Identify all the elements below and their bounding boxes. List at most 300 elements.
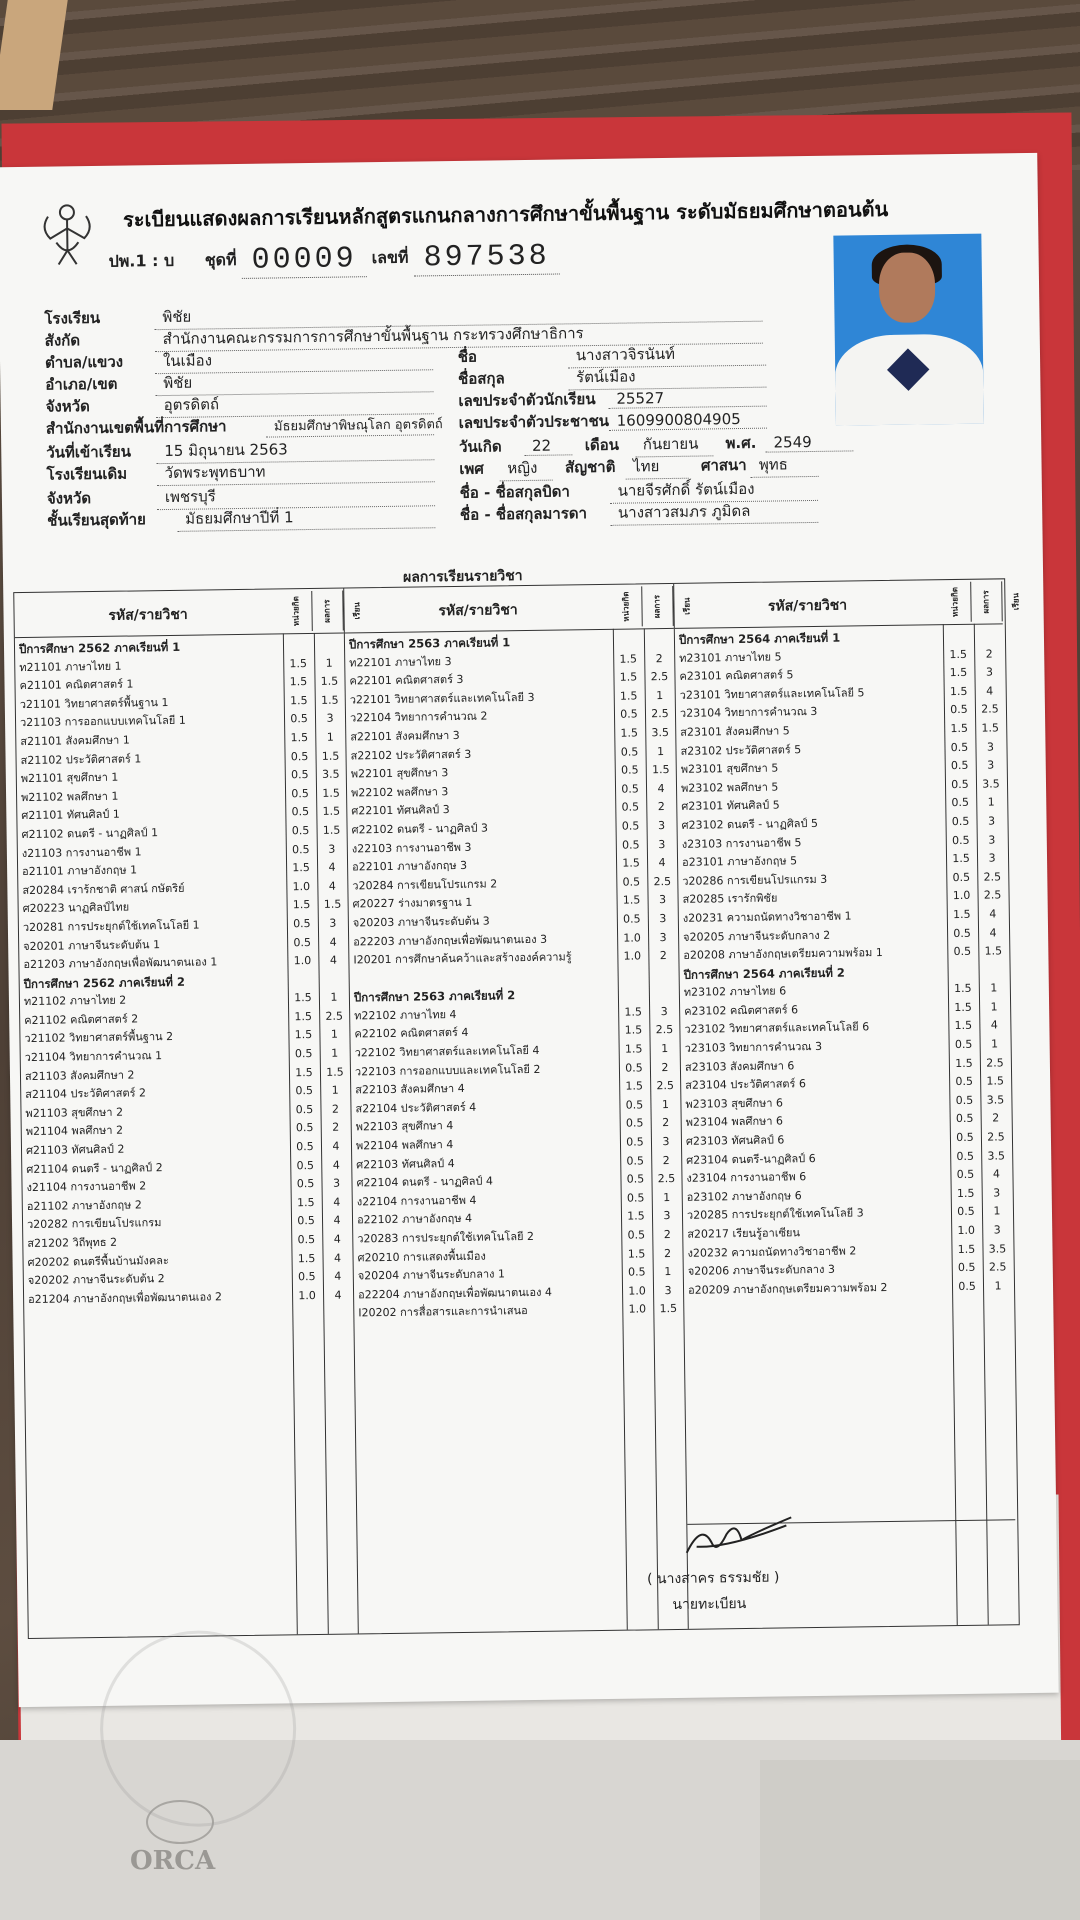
credit-value: 0.5 [626, 1135, 644, 1149]
credit-value: 1.5 [624, 1005, 642, 1019]
subject-name: ว23103 วิทยาการคำนวณ 3 [684, 1039, 823, 1055]
credit-value: 1.5 [620, 726, 639, 740]
grades-caption: ผลการเรียนรายวิชา [402, 568, 523, 586]
credit-value: 0.5 [626, 1172, 645, 1186]
grade-value: 3 [659, 911, 667, 926]
credit-value: 1.0 [298, 1288, 316, 1303]
subject-name: ส21104 ประวัติศาสตร์ 2 [25, 1086, 147, 1102]
subject-name: อ23102 ภาษาอังกฤษ 6 [686, 1189, 802, 1204]
grade-header: ผลการเรียน [312, 591, 344, 631]
citizen-id: 1609900804905 [609, 410, 767, 431]
subject-name: ค23101 คณิตศาสตร์ 5 [679, 668, 794, 684]
grades-header [344, 584, 692, 634]
credit-header: หน่วยกิต [611, 586, 643, 626]
grade-value: 3 [988, 851, 996, 865]
subject-name: ค22102 คณิตศาสตร์ 4 [354, 1026, 469, 1041]
subject-name: ค22101 คณิตศาสตร์ 3 [349, 673, 464, 688]
grade-value: 4 [990, 1018, 998, 1033]
credit-value: 0.5 [292, 842, 310, 856]
credit-value: 0.5 [290, 712, 308, 726]
credit-value: 0.5 [625, 1098, 644, 1112]
grades-column-2 [344, 584, 692, 1634]
grade-value: 1 [990, 981, 998, 995]
grades-rows [19, 636, 353, 1310]
subject-name: ปีการศึกษา 2563 ภาคเรียนที่ 2 [353, 988, 516, 1005]
credit-value: 1.5 [955, 1056, 973, 1070]
subject-name: ส20217 เรียนรู้อาเซียน [687, 1226, 801, 1241]
credit-value: 0.5 [955, 1093, 974, 1107]
subject-code-header: รหัส/รายวิชา [108, 606, 188, 624]
subject-name: ปีการศึกษา 2562 ภาคเรียนที่ 1 [18, 639, 181, 657]
grade-value: 2.5 [983, 888, 1002, 902]
grade-value: 4 [334, 1288, 342, 1302]
grade-value: 1.5 [659, 1302, 678, 1316]
credit-value: 1.0 [293, 954, 312, 968]
credit-value: 0.5 [621, 819, 640, 833]
doc-number: 897538 [413, 239, 560, 276]
grade-value: 3 [987, 814, 996, 828]
grade-value: 3 [664, 1283, 672, 1297]
subject-name: อ22101 ภาษาอังกฤษ 3 [352, 858, 468, 874]
grade-value: 2.5 [653, 874, 672, 888]
subject-name: ศ21101 ทัศนศิลป์ 1 [21, 808, 120, 823]
subject-name: ส23104 ประวัติศาสตร์ 6 [685, 1077, 807, 1093]
credit-value: 0.5 [620, 707, 638, 722]
form-label: ปพ.1 : บ [108, 250, 175, 271]
credit-value: 1.5 [949, 647, 968, 661]
grade-value: 2.5 [656, 1079, 675, 1093]
subject-name: ศ22102 ดนตรี - นาฏศิลป์ 3 [351, 821, 489, 837]
registrar-role: นายทะเบียน [672, 1596, 747, 1614]
grade-value: 1 [987, 795, 995, 809]
subject-name: I20202 การสื่อสารและการนำเสนอ [358, 1304, 528, 1320]
grade-value: 2 [985, 647, 993, 661]
grade-value: 2 [659, 949, 667, 963]
subject-name: อ21204 ภาษาอังกฤษเพื่อพัฒนาตนเอง 2 [28, 1290, 223, 1306]
subject-name: I20201 การศึกษาค้นคว้าและสร้างองค์ความรู้ [353, 950, 572, 967]
subject-name: ส22103 สังคมศึกษา 4 [355, 1082, 465, 1097]
subject-name: ท23102 ภาษาไทย 6 [683, 984, 787, 1000]
credit-value: 0.5 [957, 1260, 976, 1275]
grade-value: 2 [662, 1116, 670, 1130]
credit-value: 0.5 [291, 786, 309, 801]
subject-name: ส21102 ประวัติศาสตร์ 1 [20, 751, 142, 767]
grade-value: 1.5 [322, 823, 341, 837]
subject-name: อ20209 ภาษาอังกฤษเตรียมความพร้อม 2 [687, 1280, 888, 1297]
credit-value: 1.5 [296, 1195, 315, 1210]
grade-value: 4 [986, 684, 994, 698]
grade-value: 1.5 [323, 897, 342, 912]
credit-value: 0.5 [950, 758, 969, 773]
subject-name: ส21101 สังคมศึกษา 1 [20, 733, 130, 749]
grade-value: 2.5 [651, 707, 669, 721]
form-number-row [108, 239, 559, 279]
subject-name: ส23103 สังคมศึกษา 6 [684, 1058, 795, 1074]
subject-name: อ22203 ภาษาอังกฤษเพื่อพัฒนาตนเอง 3 [353, 932, 548, 948]
subject-name: ว20285 การประยุกต์ใช้เทคโนโลยี 3 [686, 1206, 864, 1223]
grade-value: 1 [994, 1279, 1002, 1293]
bottom-photo-edge [760, 1760, 1080, 1920]
area-office-row: สำนักงานเขตพื้นที่การศึกษา มัธยมศึกษาพิษณุโลก อุตรดิตถ์ เลขประจำตัวประชาชน 1609900804905 [46, 407, 767, 441]
credit-value: 0.5 [622, 875, 641, 889]
grade-value: 3.5 [982, 777, 1000, 791]
subject-name: อ22102 ภาษาอังกฤษ 4 [356, 1212, 473, 1227]
subject-name: ว23104 วิทยาการคำนวณ 3 [679, 705, 818, 721]
grade-value: 1.5 [326, 1065, 344, 1079]
subject-name: ศ20227 ร่างมาตรฐาน 1 [352, 896, 473, 911]
set-number: 00009 [241, 242, 366, 279]
registrar-name: ( นางสาคร ธรรมชัย ) [646, 1569, 780, 1588]
grade-value: 4 [328, 879, 336, 893]
grade-value: 1 [656, 688, 664, 702]
subject-code-header: รหัส/รายวิชา [438, 602, 518, 620]
credit-value: 1.0 [623, 930, 641, 945]
grade-value: 1 [656, 744, 665, 758]
subject-code-header: รหัส/รายวิชา [767, 597, 848, 615]
subject-name: ค21101 คณิตศาสตร์ 1 [19, 677, 134, 693]
subject-name: ส23101 สังคมศึกษา 5 [680, 724, 790, 739]
credit-value: 1.5 [619, 670, 638, 684]
credit-value: 1.0 [957, 1223, 976, 1238]
credit-value: 1.5 [297, 1251, 316, 1265]
grade-value: 2 [663, 1228, 671, 1242]
subject-name: ศ21102 ดนตรี - นาฏศิลป์ 1 [21, 826, 159, 841]
subject-name: พ21104 พลศึกษา 2 [25, 1124, 124, 1139]
credit-value: 0.5 [621, 782, 639, 796]
credit-value: 0.5 [955, 1112, 974, 1126]
father-name: นายจีรศักดิ์ รัตน์เมือง [609, 476, 817, 504]
subject-name: ศ23102 ดนตรี - นาฏศิลป์ 5 [681, 816, 819, 832]
credit-value: 1.5 [294, 1028, 313, 1042]
credit-value: 0.5 [951, 833, 970, 847]
grade-value: 2.5 [987, 1130, 1005, 1144]
credit-value: 0.5 [291, 823, 310, 838]
credit-value: 1.0 [623, 949, 642, 963]
credit-value: 1.5 [627, 1209, 645, 1224]
subject-name: พ21101 สุขศึกษา 1 [20, 770, 119, 786]
subject-name: อ21102 ภาษาอังกฤษ 2 [26, 1198, 142, 1213]
subject-name: ส22104 ประวัติศาสตร์ 4 [355, 1100, 477, 1116]
subject-name: ว20281 การประยุกต์ใช้เทคโนโลยี 1 [22, 918, 200, 934]
grade-value: 3 [660, 1004, 668, 1019]
subject-name: ศ22104 ดนตรี - นาฏศิลป์ 4 [356, 1174, 494, 1190]
credit-value: 0.5 [625, 1061, 643, 1075]
grade-value: 1.5 [986, 1074, 1004, 1088]
grade-value: 4 [989, 907, 997, 921]
credit-value: 1.5 [954, 982, 972, 996]
grade-value: 3 [658, 837, 666, 851]
grade-value: 3.5 [986, 1093, 1005, 1107]
grade-header: ผลการเรียน [971, 581, 1003, 621]
subject-name: จ20205 ภาษาจีนระดับกลาง 2 [683, 928, 831, 944]
credit-value: 0.5 [296, 1177, 315, 1191]
subdistrict-row: ตำบล/แขวง ในเมือง ชื่อ นางสาวจิรนันท์ [45, 341, 766, 376]
credit-value: 0.5 [293, 916, 311, 931]
grade-value: 2.5 [655, 1023, 674, 1037]
grades-column-1 [14, 589, 362, 1639]
grade-value: 3.5 [651, 725, 670, 740]
subject-name: ว21101 วิทยาศาสตร์พื้นฐาน 1 [19, 695, 169, 711]
credit-value: 1.0 [628, 1284, 646, 1298]
document-title: ระเบียนแสดงผลการเรียนหลักสูตรแกนกลางการศึกษาขั้นพื้นฐาน ระดับมัธยมศึกษาตอนต้น [122, 196, 889, 232]
subject-name: ง23103 การงานอาชีพ 5 [681, 835, 802, 851]
grade-value: 3 [987, 758, 995, 772]
province-row: จังหวัด อุตรดิตถ์ เลขประจำตัวนักเรียน 25527 [45, 385, 766, 420]
credit-value: 1.5 [949, 666, 968, 680]
subject-name: ปีการศึกษา 2564 ภาคเรียนที่ 1 [678, 630, 841, 647]
grade-value: 2.5 [650, 670, 669, 684]
credit-value: 0.5 [297, 1233, 316, 1247]
subject-name: ว21104 วิทยาการคำนวณ 1 [24, 1049, 163, 1065]
garuda-emblem-icon [36, 198, 99, 271]
grade-value: 2 [662, 1153, 670, 1167]
subject-name: ว22102 วิทยาศาสตร์และเทคโนโลยี 4 [354, 1043, 540, 1060]
credit-value: 1.5 [619, 689, 638, 703]
grade-value: 2.5 [988, 1260, 1007, 1274]
grade-value: 4 [333, 1251, 342, 1265]
subject-name: ท22101 ภาษาไทย 3 [349, 654, 452, 670]
credit-value: 1.5 [954, 1000, 972, 1014]
subject-name: ว20286 การเขียนโปรแกรม 3 [682, 872, 828, 888]
subject-name: จ20202 ภาษาจีนระดับต้น 2 [27, 1272, 165, 1288]
grade-value: 4 [329, 953, 337, 967]
grade-value: 4 [333, 1195, 341, 1209]
credit-value: 0.5 [958, 1279, 976, 1293]
grades-column-3 [674, 579, 1021, 1628]
subject-name: ศ23101 ทัศนศิลป์ 5 [681, 798, 780, 814]
credit-value: 1.5 [954, 1019, 973, 1033]
grade-value: 2 [661, 1060, 669, 1074]
subject-name: อ20208 ภาษาอังกฤษเตรียมความพร้อม 1 [683, 946, 883, 962]
credit-value: 0.5 [626, 1191, 645, 1205]
grade-value: 1.5 [322, 804, 341, 819]
subject-name: ศ22103 ทัศนศิลป์ 4 [356, 1156, 455, 1172]
grade-value: 4 [992, 1167, 1001, 1181]
subject-name: ปีการศึกษา 2562 ภาคเรียนที่ 2 [23, 974, 186, 991]
credit-value: 0.5 [620, 763, 639, 777]
grade-value: 1.5 [320, 693, 339, 707]
grade-value: 1 [331, 1046, 339, 1060]
doc-number-label: เลขที่ [371, 247, 409, 268]
grade-value: 3 [328, 842, 336, 856]
grade-value: 2 [657, 800, 665, 814]
subject-name: พ23103 สุขศึกษา 6 [685, 1096, 784, 1111]
grade-value: 3 [985, 665, 994, 679]
grades-header [674, 579, 1021, 629]
credit-value: 1.5 [949, 684, 968, 698]
grade-value: 1 [330, 1028, 339, 1042]
credit-value: 1.5 [289, 675, 308, 689]
grade-value: 2.5 [986, 1056, 1004, 1070]
grade-value: 4 [658, 856, 666, 870]
table-row [688, 1277, 1012, 1300]
subject-name: พ22103 สุขศึกษา 4 [355, 1119, 454, 1134]
subject-name: พ22101 สุขศึกษา 3 [350, 766, 449, 781]
credit-value: 1.5 [950, 721, 969, 736]
subject-name: ง22103 การงานอาชีพ 3 [351, 840, 472, 855]
credit-value: 1.5 [622, 893, 641, 907]
subject-name: ท21102 ภาษาไทย 2 [23, 993, 127, 1009]
credit-value: 0.5 [626, 1154, 645, 1168]
grade-value: 2 [992, 1111, 1000, 1125]
credit-value: 0.5 [950, 703, 968, 717]
grade-value: 4 [329, 935, 337, 949]
credit-value: 1.5 [952, 851, 970, 866]
grade-value: 3 [988, 832, 996, 847]
credit-value: 1.0 [292, 879, 311, 894]
credit-header: หน่วยกิต [281, 591, 313, 631]
grade-value: 1.5 [320, 674, 339, 689]
grade-value: 3 [663, 1209, 671, 1223]
subject-name: ว20284 การเขียนโปรแกรม 2 [352, 877, 498, 893]
credit-value: 0.5 [953, 926, 971, 940]
subject-name: ส22101 สังคมศึกษา 3 [350, 728, 460, 744]
subject-name: ว23102 วิทยาศาสตร์และเทคโนโลยี 6 [684, 1020, 870, 1037]
subject-name: ว20282 การเขียนโปรแกรม [26, 1216, 162, 1232]
credit-value: 0.5 [291, 805, 310, 819]
entry-birth-row: วันที่เข้าเรียน 15 มิถุนายน 2563 วันเกิด 22 เดือน กันยายน พ.ศ. 2549 [46, 429, 854, 465]
grade-value: 4 [334, 1269, 342, 1283]
credit-value: 0.5 [295, 1102, 314, 1117]
student-surname: รัตน์เมือง [568, 363, 766, 391]
credit-value: 0.5 [950, 740, 969, 754]
credit-value: 1.5 [624, 1023, 643, 1038]
subject-name: ท22102 ภาษาไทย 4 [354, 1007, 457, 1023]
credit-value: 0.5 [956, 1168, 975, 1182]
grade-value: 4 [328, 860, 336, 874]
subject-name: จ20203 ภาษาจีนระดับต้น 3 [352, 914, 490, 930]
grade-value: 3 [662, 1135, 670, 1149]
grade-value: 3 [332, 1176, 341, 1190]
subject-name: ง23104 การงานอาชีพ 6 [686, 1170, 807, 1186]
credit-value: 0.5 [296, 1140, 314, 1154]
grade-value: 3 [329, 916, 337, 930]
grade-value: 1 [990, 1000, 998, 1014]
subject-name: อ23101 ภาษาอังกฤษ 5 [681, 854, 798, 869]
credit-value: 1.5 [627, 1246, 646, 1261]
credit-value: 1.5 [295, 1065, 313, 1079]
grade-value: 1.5 [651, 763, 670, 777]
credit-value: 0.5 [290, 768, 309, 782]
grade-value: 3 [659, 893, 667, 907]
subject-name: ศ23103 ทัศนศิลป์ 6 [685, 1133, 785, 1148]
credit-value: 0.5 [621, 800, 640, 815]
subject-name: พ23102 พลศึกษา 5 [680, 780, 779, 795]
credit-value: 0.5 [295, 1121, 314, 1135]
grade-value: 2.5 [657, 1172, 676, 1186]
grade-value: 4 [333, 1214, 341, 1228]
credit-value: 1.5 [292, 861, 310, 875]
subject-name: ง21103 การงานอาชีพ 1 [21, 844, 142, 860]
subject-name: อ21203 ภาษาอังกฤษเพื่อพัฒนาตนเอง 1 [23, 955, 218, 972]
subject-name: จ20206 ภาษาจีนระดับกลาง 3 [687, 1262, 836, 1278]
credit-value: 1.5 [957, 1242, 976, 1256]
credit-value: 1.5 [290, 731, 309, 745]
subject-name: ท21101 ภาษาไทย 1 [19, 659, 122, 674]
subject-name: ส21202 วิถีพุทธ 2 [27, 1235, 118, 1251]
subject-name: ศ20210 การแสดงพื้นเมือง [357, 1249, 486, 1265]
subject-name: ส21103 สังคมศึกษา 2 [24, 1068, 135, 1083]
credit-value: 1.0 [628, 1302, 647, 1317]
grade-value: 1 [330, 990, 338, 1005]
subject-name: พ23101 สุขศึกษา 5 [680, 761, 779, 777]
grades-rows [349, 631, 684, 1323]
credit-value: 1.5 [625, 1079, 644, 1093]
subject-name: จ20201 ภาษาจีนระดับต้น 1 [23, 937, 161, 953]
subject-name: ว23101 วิทยาศาสตร์และเทคโนโลยี 5 [679, 686, 865, 702]
subject-name: ง21104 การงานอาชีพ 2 [26, 1179, 147, 1195]
credit-value: 1.5 [294, 991, 312, 1005]
grade-value: 3.5 [987, 1148, 1006, 1163]
grade-value: 2 [332, 1121, 340, 1135]
grade-value: 1.5 [321, 749, 340, 763]
subject-name: ปีการศึกษา 2564 ภาคเรียนที่ 2 [683, 965, 845, 982]
grade-value: 3 [326, 712, 334, 726]
school-row: โรงเรียน พิชัย [44, 297, 762, 332]
credit-value: 1.5 [952, 907, 971, 921]
credit-value: 0.5 [620, 745, 639, 759]
subject-name: พ23104 พลศึกษา 6 [685, 1114, 784, 1130]
subject-name: ว22103 การออกแบบและเทคโนโลยี 2 [354, 1062, 541, 1079]
grade-value: 1.5 [322, 786, 340, 800]
mother-name: นางสาวสมภร ภูมิดล [610, 498, 818, 526]
prev-province-row: จังหวัด เพชรบุรี ชื่อ - ชื่อสกุลบิดา นายจีรศักดิ์ รัตน์เมือง [47, 476, 818, 512]
grade-value: 3.5 [321, 767, 340, 782]
grade-value: 1 [661, 1097, 670, 1111]
subject-name: ศ20202 ดนตรีพื้นบ้านมังคละ [27, 1253, 169, 1269]
affiliation-value: สำนักงานคณะกรรมการการศึกษาขั้นพื้นฐาน กระทรวงศึกษาธิการ [155, 319, 763, 352]
credit-value: 0.5 [952, 870, 971, 884]
credit-value: 1.0 [952, 889, 971, 903]
credit-value: 1.5 [624, 1042, 643, 1056]
subject-name: ว22101 วิทยาศาสตร์และเทคโนโลยี 3 [349, 690, 535, 707]
last-level-row: ชั้นเรียนสุดท้าย มัธยมศึกษาปีที่ 1 ชื่อ - ชื่อสกุลมารดา นางสาวสมภร ภูมิดล [47, 498, 818, 534]
subject-name: ค21102 คณิตศาสตร์ 2 [24, 1012, 139, 1027]
subject-name: ว21103 การออกแบบเทคโนโลยี 1 [19, 714, 186, 730]
grade-value: 3 [659, 930, 667, 944]
subject-name: ส20284 เราร้กชาติ ศาสน์ กษัตริย์ [22, 881, 185, 897]
grade-value: 1 [993, 1204, 1001, 1218]
grade-value: 1 [325, 656, 333, 670]
table-row [28, 1286, 353, 1309]
grade-value: 2 [663, 1246, 672, 1260]
subject-name: ศ21103 ทัศนศิลป์ 2 [25, 1142, 125, 1158]
credit-value: 1.5 [294, 1009, 313, 1024]
grade-value: 1 [991, 1037, 999, 1051]
credit-value: 0.5 [625, 1116, 644, 1131]
subject-name: ส20285 เรารักพิชัย [682, 891, 778, 907]
credit-value: 0.5 [954, 1037, 973, 1052]
orca-brand-text: ORCA [130, 1846, 216, 1876]
subject-name: พ21102 พลศึกษา 1 [21, 789, 119, 804]
subject-name: ศ20223 นาฏศิลป์ไทย [22, 900, 130, 916]
subject-name: ศ22101 ทัศนศิลป์ 3 [351, 803, 450, 818]
credit-value: 0.5 [951, 796, 970, 810]
credit-value: 0.5 [297, 1214, 315, 1228]
table-row [358, 1300, 683, 1323]
grade-value: 2 [655, 651, 663, 665]
grade-value: 3.5 [988, 1241, 1007, 1256]
grade-value: 3 [993, 1186, 1001, 1200]
credit-value: 0.5 [290, 749, 309, 763]
credit-value: 0.5 [956, 1130, 974, 1145]
grade-value: 4 [989, 925, 997, 940]
student-photo [833, 234, 984, 426]
subject-name: ง20231 ความถนัดทางวิชาอาชีพ 1 [682, 909, 852, 925]
affiliation-row: สังกัด สำนักงานคณะกรรมการการศึกษาขั้นพื้นฐาน กระทรวงศึกษาธิการ [45, 319, 763, 354]
subject-name: พ21103 สุขศึกษา 2 [25, 1105, 124, 1120]
credit-header: หน่วยกิต [940, 582, 972, 622]
